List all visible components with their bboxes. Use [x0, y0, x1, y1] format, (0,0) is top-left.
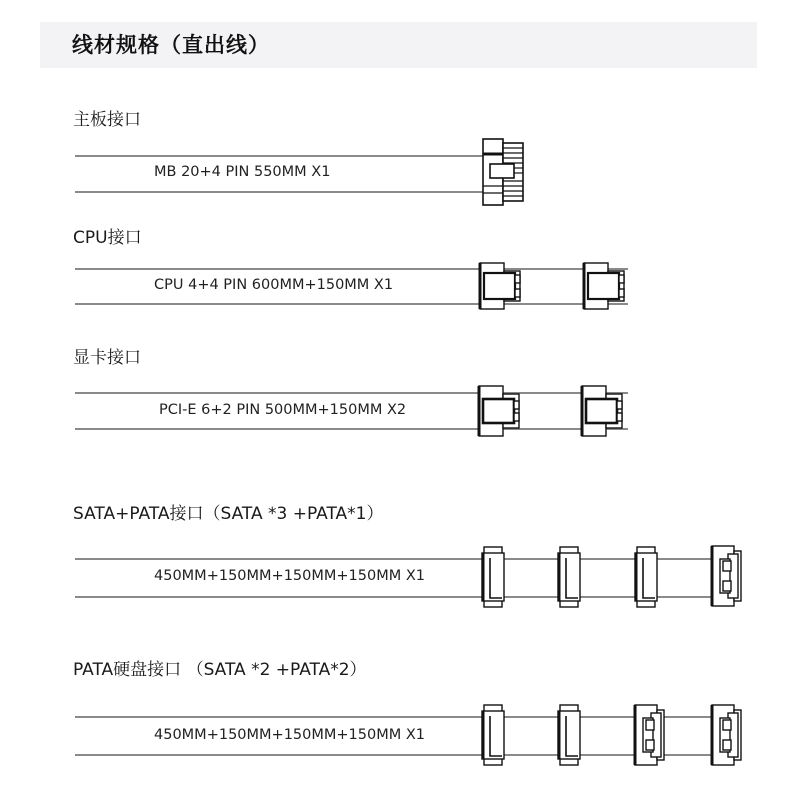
cable-wire: [75, 268, 628, 270]
molex-connector-icon: [710, 545, 744, 607]
sata-connector-icon: [633, 546, 659, 608]
cable-wire: [75, 191, 485, 193]
pcie-connector-icon: [477, 385, 523, 437]
cable-wire: [75, 716, 715, 718]
pcie-connector-icon: [580, 385, 626, 437]
section-label-motherboard: 主板接口: [73, 110, 141, 130]
cable-spec-motherboard: MB 20+4 PIN 550MM X1: [154, 164, 331, 180]
eps-connector-icon: [478, 262, 524, 310]
section-label-sata-pata: SATA+PATA接口（SATA *3 +PATA*1）: [73, 504, 384, 524]
sata-connector-icon: [556, 546, 582, 608]
cable-wire: [75, 155, 485, 157]
molex-connector-icon: [633, 704, 667, 766]
sata-connector-icon: [480, 704, 506, 766]
sata-connector-icon: [480, 546, 506, 608]
section-label-gpu: 显卡接口: [73, 348, 141, 368]
section-label-pata-drive: PATA硬盘接口 （SATA *2 +PATA*2）: [73, 660, 367, 680]
sata-connector-icon: [556, 704, 582, 766]
cable-wire: [75, 558, 715, 560]
cable-spec-sata-pata: 450MM+150MM+150MM+150MM X1: [154, 568, 426, 584]
cable-wire: [75, 303, 628, 305]
cable-wire: [75, 428, 628, 430]
section-label-cpu: CPU接口: [73, 228, 142, 248]
cable-spec-pata-drive: 450MM+150MM+150MM+150MM X1: [154, 727, 426, 743]
cable-spec-cpu: CPU 4+4 PIN 600MM+150MM X1: [154, 277, 394, 293]
atx-24pin-connector-icon: [482, 138, 526, 206]
molex-connector-icon: [710, 704, 744, 766]
eps-connector-icon: [582, 262, 628, 310]
cable-spec-gpu: PCI-E 6+2 PIN 500MM+150MM X2: [159, 402, 407, 418]
page-title: 线材规格（直出线）: [72, 33, 270, 57]
cable-wire: [75, 596, 715, 598]
cable-wire: [75, 392, 628, 394]
cable-wire: [75, 754, 715, 756]
